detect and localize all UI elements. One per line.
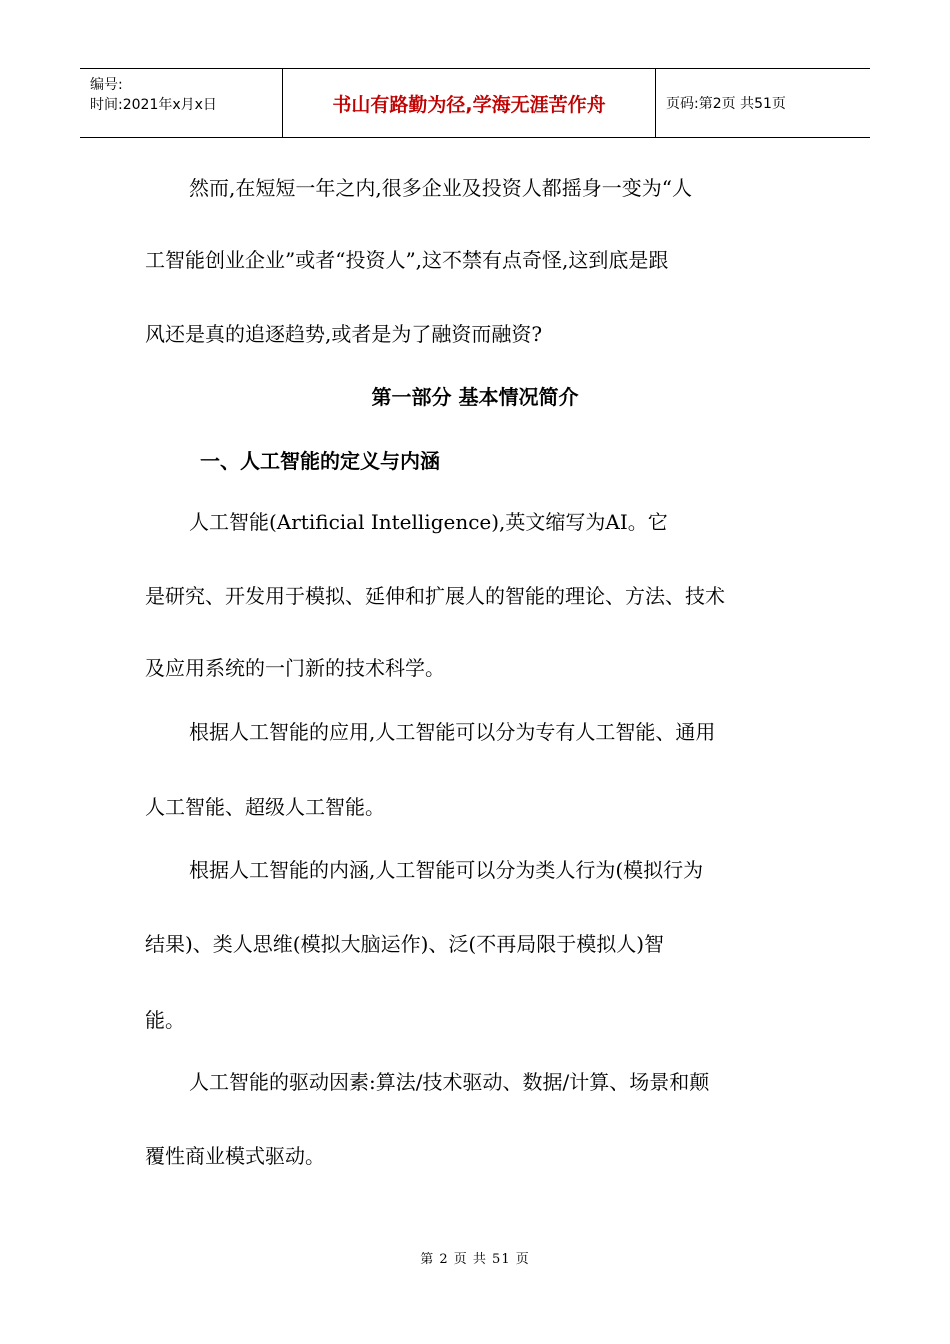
header-page-code: 页码:第2页 共51页 bbox=[666, 96, 786, 112]
document-date: 时间:2021年x月x日 bbox=[90, 97, 217, 113]
paragraph-line: 然而,在短短一年之内,很多企业及投资人都摇身一变为“人 bbox=[189, 176, 692, 200]
paragraph-line: 是研究、开发用于模拟、延伸和扩展人的智能的理论、方法、技术 bbox=[145, 584, 725, 608]
paragraph-line: 人工智能、超级人工智能。 bbox=[145, 795, 385, 819]
paragraph-line: 人工智能(Artificial Intelligence),英文缩写为AI。它 bbox=[189, 510, 668, 534]
paragraph-line: 人工智能的驱动因素:算法/技术驱动、数据/计算、场景和颠 bbox=[189, 1070, 710, 1094]
part-title: 第一部分 基本情况简介 bbox=[371, 385, 579, 409]
header-meta bbox=[80, 69, 283, 137]
paragraph-line: 覆性商业模式驱动。 bbox=[145, 1144, 325, 1168]
paragraph-line: 风还是真的追逐趋势,或者是为了融资而融资? bbox=[145, 322, 543, 346]
paragraph-line: 工智能创业企业”或者“投资人”,这不禁有点奇怪,这到底是跟 bbox=[145, 248, 669, 272]
header-motto: 书山有路勤为径,学海无涯苦作舟 bbox=[283, 69, 656, 137]
paragraph-line: 根据人工智能的应用,人工智能可以分为专有人工智能、通用 bbox=[189, 720, 716, 744]
document-number-label: 编号: bbox=[90, 77, 123, 93]
paragraph-line: 能。 bbox=[145, 1008, 185, 1032]
paragraph-line: 根据人工智能的内涵,人工智能可以分为类人行为(模拟行为 bbox=[189, 858, 704, 882]
section-title: 一、人工智能的定义与内涵 bbox=[200, 449, 440, 473]
paragraph-line: 结果)、类人思维(模拟大脑运作)、泛(不再局限于模拟人)智 bbox=[145, 932, 665, 956]
page-footer: 第 2 页 共 51 页 bbox=[420, 1252, 530, 1267]
paragraph-line: 及应用系统的一门新的技术科学。 bbox=[145, 656, 445, 680]
page-header bbox=[80, 68, 870, 138]
